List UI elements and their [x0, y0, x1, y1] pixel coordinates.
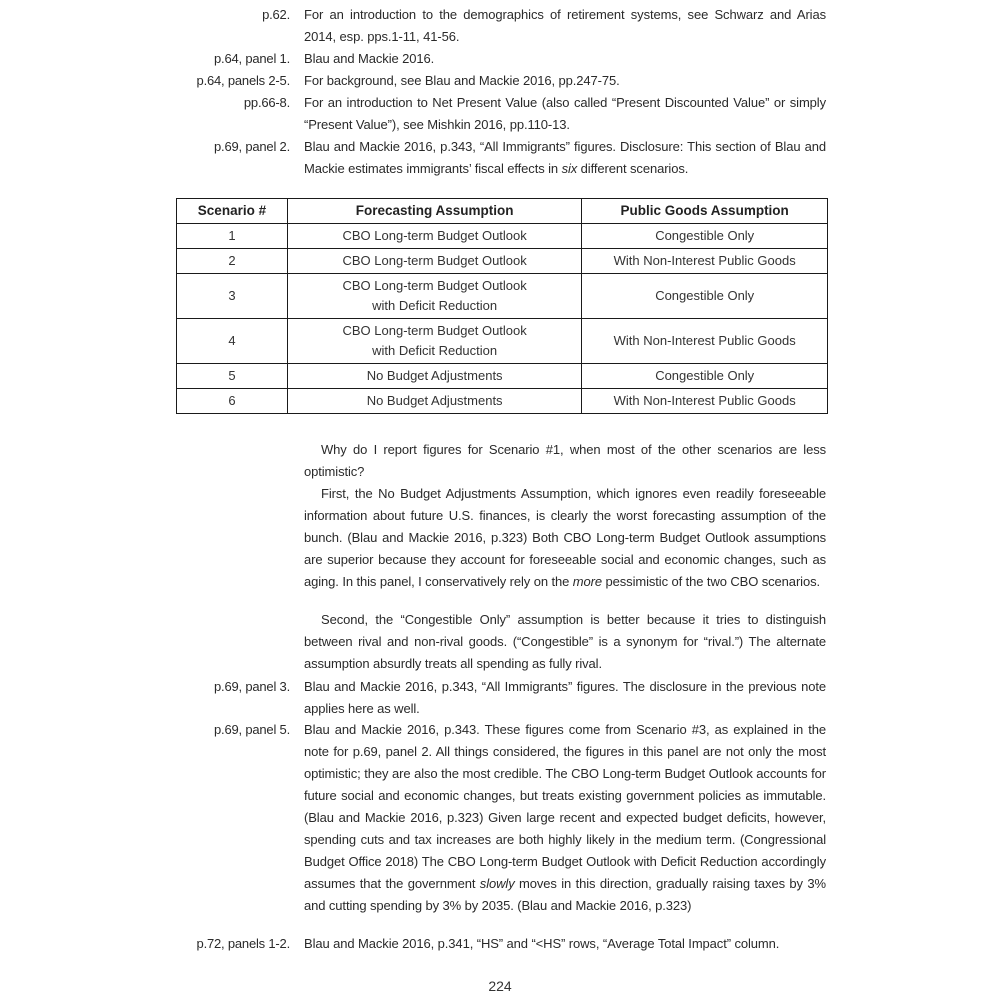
endnote-text: For an introduction to Net Present Value (also called “Present Discounted Value” or simply “Present Value”), see Mishkin 2016, pp.110-13.	[304, 95, 826, 132]
text-run: different scenarios.	[577, 161, 689, 176]
body-paragraph	[304, 483, 826, 593]
endnote-label: p.64, panel 1.	[214, 51, 290, 66]
table-row	[177, 274, 828, 319]
endnote-label: p.72, panels 1-2.	[196, 936, 290, 951]
endnote-label: p.69, panel 5.	[214, 722, 290, 737]
header-scenario: Scenario #	[177, 199, 288, 224]
cell-public-goods: With Non-Interest Public Goods	[582, 389, 828, 414]
cell-public-goods: Congestible Only	[582, 364, 828, 389]
cell-scenario: 4	[177, 319, 288, 364]
endnote-text: For an introduction to the demographics of retirement systems, see Schwarz and Arias 2014, esp. pps.1-11, 41-56.	[304, 7, 826, 44]
table-row	[177, 389, 828, 414]
endnote-label: p.69, panel 3.	[214, 679, 290, 694]
cell-line: with Deficit Reduction	[372, 298, 498, 313]
endnote-label: p.64, panels 2-5.	[196, 73, 290, 88]
cell-public-goods: With Non-Interest Public Goods	[582, 319, 828, 364]
text-run: Blau and Mackie 2016, p.343. These figures come from Scenario #3, as explained in the note for p.69, panel 2. All things considered, the figures in this panel are not only the most optimistic; they are also the most credible. The CBO Long-term Budget Outlook accounts for future social and economic changes, but treats existing government policies as immutable. (Blau and Mackie 2016, p.323) Given large recent and expected budget deficits, however, spending cuts and tax increases are both highly likely in the medium term. (Congressional Budget Office 2018) The CBO Long-term Budget Outlook with Deficit Reduction accordingly assumes that the government	[304, 722, 826, 891]
cell-forecasting: No Budget Adjustments	[287, 364, 581, 389]
page-number: 224	[488, 978, 512, 994]
text-run: pessimistic of the two CBO scenarios.	[602, 574, 821, 589]
cell-scenario: 3	[177, 274, 288, 319]
cell-forecasting	[287, 319, 581, 364]
table-row	[177, 319, 828, 364]
emphasis: more	[572, 574, 602, 589]
cell-forecasting	[287, 274, 581, 319]
table-row	[177, 224, 828, 249]
endnote-label: pp.66-8.	[243, 95, 290, 110]
text-run: moves in this direction, gradually raising taxes by 3% and cutting spending by 3% by 2035. (Blau and Mackie 2016, p.323)	[304, 876, 826, 913]
cell-public-goods: With Non-Interest Public Goods	[582, 249, 828, 274]
cell-scenario: 5	[177, 364, 288, 389]
body-paragraph: Second, the “Congestible Only” assumption is better because it tries to distinguish between rival and non-rival goods. (“Congestible” is a synonym for “rival.”) The alternate assumption absurdly treats all spending as fully rival.	[304, 612, 826, 671]
cell-public-goods: Congestible Only	[582, 274, 828, 319]
endnote-text	[304, 719, 826, 917]
body-paragraph: Why do I report figures for Scenario #1, when most of the other scenarios are less optimistic?	[304, 442, 826, 479]
text-run: Blau and Mackie 2016, p.343, “All Immigrants” figures. Disclosure: This section of Blau and Mackie estimates immigrants’ fiscal effects in	[304, 139, 826, 176]
cell-line: CBO Long-term Budget Outlook	[342, 323, 527, 338]
endnote-text: Blau and Mackie 2016, p.343, “All Immigrants” figures. The disclosure in the previous note applies here as well.	[304, 679, 826, 716]
endnote-text: Blau and Mackie 2016.	[304, 51, 435, 66]
cell-line: CBO Long-term Budget Outlook	[342, 278, 527, 293]
endnote-label: p.62.	[262, 7, 290, 22]
scenario-table	[176, 198, 828, 414]
text-run: First, the No Budget Adjustments Assumption, which ignores even readily foreseeable information about future U.S. finances, is clearly the worst forecasting assumption of the bunch. (Blau and Mackie 2016, p.323) Both CBO Long-term Budget Outlook assumptions are superior because they account for foreseeable social and economic changes, such as aging. In this panel, I conservatively rely on the	[304, 486, 826, 589]
endnote-label: p.69, panel 2.	[214, 139, 290, 154]
header-public-goods: Public Goods Assumption	[582, 199, 828, 224]
table-header-row	[177, 199, 828, 224]
endnote-text	[304, 136, 826, 180]
cell-scenario: 2	[177, 249, 288, 274]
header-forecasting: Forecasting Assumption	[287, 199, 581, 224]
cell-forecasting: CBO Long-term Budget Outlook	[287, 224, 581, 249]
cell-forecasting: No Budget Adjustments	[287, 389, 581, 414]
cell-scenario: 1	[177, 224, 288, 249]
cell-forecasting: CBO Long-term Budget Outlook	[287, 249, 581, 274]
table-row	[177, 249, 828, 274]
cell-line: with Deficit Reduction	[372, 343, 498, 358]
table-row	[177, 364, 828, 389]
endnote-text: For background, see Blau and Mackie 2016, pp.247-75.	[304, 73, 620, 88]
cell-public-goods: Congestible Only	[582, 224, 828, 249]
cell-scenario: 6	[177, 389, 288, 414]
endnote-text: Blau and Mackie 2016, p.341, “HS” and “<HS” rows, “Average Total Impact” column.	[304, 936, 780, 951]
emphasis: six	[561, 161, 578, 176]
emphasis: slowly	[479, 876, 515, 891]
